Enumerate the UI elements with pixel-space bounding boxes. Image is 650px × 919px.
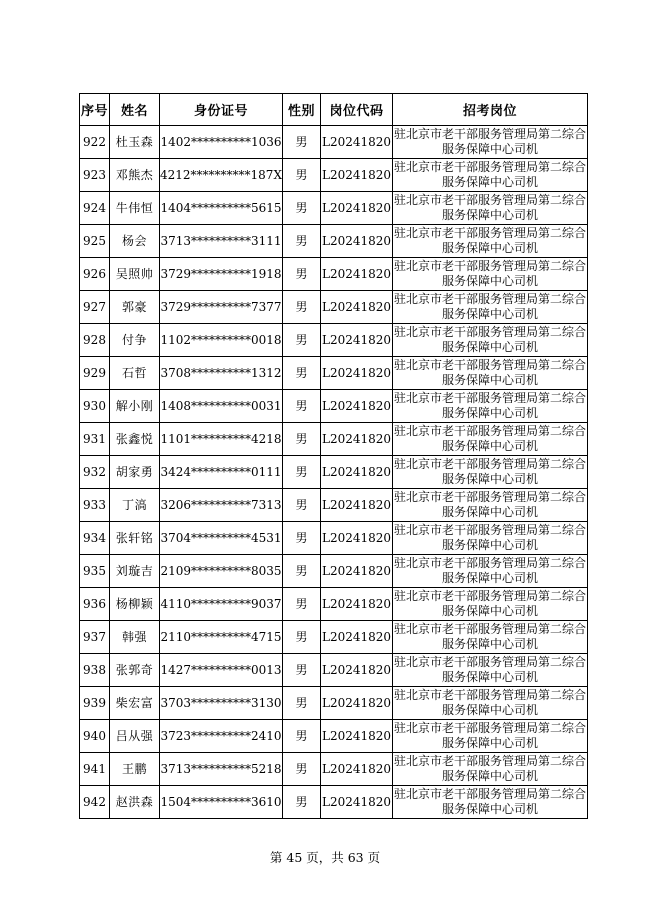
cell-index: 938 [80, 654, 110, 687]
table-row [80, 786, 588, 819]
cell-id-number: 1101**********4218 [160, 423, 283, 456]
header-name: 姓名 [110, 94, 160, 126]
cell-gender: 男 [283, 753, 321, 786]
cell-name: 郭豪 [110, 291, 160, 324]
cell-index: 928 [80, 324, 110, 357]
cell-name: 张郭奇 [110, 654, 160, 687]
table-row [80, 390, 588, 423]
cell-gender: 男 [283, 687, 321, 720]
cell-name: 张轩铭 [110, 522, 160, 555]
cell-id-number: 3729**********1918 [160, 258, 283, 291]
cell-post: 驻北京市老干部服务管理局第二综合服务保障中心司机 [393, 192, 588, 225]
cell-post: 驻北京市老干部服务管理局第二综合服务保障中心司机 [393, 390, 588, 423]
cell-index: 929 [80, 357, 110, 390]
cell-name: 杨柳颖 [110, 588, 160, 621]
cell-index: 930 [80, 390, 110, 423]
page-number: 第 45 页，共 63 页 [269, 850, 381, 865]
cell-index: 927 [80, 291, 110, 324]
cell-post: 驻北京市老干部服务管理局第二综合服务保障中心司机 [393, 324, 588, 357]
cell-post: 驻北京市老干部服务管理局第二综合服务保障中心司机 [393, 489, 588, 522]
table-row [80, 291, 588, 324]
table-row [80, 753, 588, 786]
header-post-code: 岗位代码 [321, 94, 393, 126]
header-index: 序号 [80, 94, 110, 126]
cell-name: 付争 [110, 324, 160, 357]
cell-name: 石哲 [110, 357, 160, 390]
cell-name: 刘璇吉 [110, 555, 160, 588]
table-row [80, 258, 588, 291]
table-row [80, 555, 588, 588]
cell-post-code: L20241820 [321, 522, 393, 555]
cell-index: 931 [80, 423, 110, 456]
cell-gender: 男 [283, 786, 321, 819]
cell-post-code: L20241820 [321, 489, 393, 522]
roster-sheet [79, 93, 587, 819]
cell-post: 驻北京市老干部服务管理局第二综合服务保障中心司机 [393, 258, 588, 291]
cell-post: 驻北京市老干部服务管理局第二综合服务保障中心司机 [393, 621, 588, 654]
cell-name: 吴照帅 [110, 258, 160, 291]
cell-id-number: 3703**********3130 [160, 687, 283, 720]
cell-id-number: 3704**********4531 [160, 522, 283, 555]
cell-post-code: L20241820 [321, 126, 393, 159]
cell-gender: 男 [283, 258, 321, 291]
candidate-table [79, 93, 588, 819]
cell-index: 924 [80, 192, 110, 225]
cell-id-number: 3424**********0111 [160, 456, 283, 489]
cell-post-code: L20241820 [321, 456, 393, 489]
cell-id-number: 1408**********0031 [160, 390, 283, 423]
table-row [80, 687, 588, 720]
cell-gender: 男 [283, 621, 321, 654]
cell-post-code: L20241820 [321, 258, 393, 291]
cell-post-code: L20241820 [321, 588, 393, 621]
cell-post: 驻北京市老干部服务管理局第二综合服务保障中心司机 [393, 456, 588, 489]
cell-name: 张鑫悦 [110, 423, 160, 456]
cell-index: 939 [80, 687, 110, 720]
cell-index: 933 [80, 489, 110, 522]
cell-post: 驻北京市老干部服务管理局第二综合服务保障中心司机 [393, 357, 588, 390]
table-row [80, 324, 588, 357]
table-row [80, 126, 588, 159]
table-row [80, 588, 588, 621]
cell-index: 935 [80, 555, 110, 588]
cell-id-number: 3708**********1312 [160, 357, 283, 390]
cell-index: 937 [80, 621, 110, 654]
cell-index: 940 [80, 720, 110, 753]
table-row [80, 654, 588, 687]
cell-gender: 男 [283, 225, 321, 258]
table-row [80, 456, 588, 489]
cell-post: 驻北京市老干部服务管理局第二综合服务保障中心司机 [393, 291, 588, 324]
cell-gender: 男 [283, 654, 321, 687]
cell-gender: 男 [283, 555, 321, 588]
table-row [80, 522, 588, 555]
cell-post-code: L20241820 [321, 159, 393, 192]
cell-post-code: L20241820 [321, 324, 393, 357]
cell-gender: 男 [283, 357, 321, 390]
cell-name: 王鹏 [110, 753, 160, 786]
cell-id-number: 3713**********3111 [160, 225, 283, 258]
cell-name: 赵洪森 [110, 786, 160, 819]
cell-id-number: 4110**********9037 [160, 588, 283, 621]
cell-post: 驻北京市老干部服务管理局第二综合服务保障中心司机 [393, 753, 588, 786]
cell-id-number: 1402**********1036 [160, 126, 283, 159]
cell-post: 驻北京市老干部服务管理局第二综合服务保障中心司机 [393, 159, 588, 192]
cell-gender: 男 [283, 159, 321, 192]
cell-name: 牛伟恒 [110, 192, 160, 225]
cell-post-code: L20241820 [321, 720, 393, 753]
cell-post: 驻北京市老干部服务管理局第二综合服务保障中心司机 [393, 654, 588, 687]
cell-name: 柴宏富 [110, 687, 160, 720]
header-gender: 性别 [283, 94, 321, 126]
table-row [80, 720, 588, 753]
cell-post: 驻北京市老干部服务管理局第二综合服务保障中心司机 [393, 786, 588, 819]
cell-post-code: L20241820 [321, 555, 393, 588]
cell-gender: 男 [283, 456, 321, 489]
cell-id-number: 1102**********0018 [160, 324, 283, 357]
cell-post: 驻北京市老干部服务管理局第二综合服务保障中心司机 [393, 225, 588, 258]
cell-id-number: 3713**********5218 [160, 753, 283, 786]
cell-id-number: 1504**********3610 [160, 786, 283, 819]
cell-post: 驻北京市老干部服务管理局第二综合服务保障中心司机 [393, 555, 588, 588]
cell-post-code: L20241820 [321, 423, 393, 456]
cell-post-code: L20241820 [321, 357, 393, 390]
cell-gender: 男 [283, 588, 321, 621]
cell-gender: 男 [283, 192, 321, 225]
cell-post: 驻北京市老干部服务管理局第二综合服务保障中心司机 [393, 423, 588, 456]
cell-post-code: L20241820 [321, 621, 393, 654]
cell-id-number: 3723**********2410 [160, 720, 283, 753]
cell-name: 解小刚 [110, 390, 160, 423]
cell-post: 驻北京市老干部服务管理局第二综合服务保障中心司机 [393, 588, 588, 621]
cell-post-code: L20241820 [321, 753, 393, 786]
cell-name: 杜玉森 [110, 126, 160, 159]
cell-id-number: 4212**********187X [160, 159, 283, 192]
cell-index: 941 [80, 753, 110, 786]
table-body [80, 126, 588, 819]
cell-id-number: 2110**********4715 [160, 621, 283, 654]
cell-index: 936 [80, 588, 110, 621]
cell-name: 邓熊杰 [110, 159, 160, 192]
cell-post-code: L20241820 [321, 786, 393, 819]
cell-index: 932 [80, 456, 110, 489]
cell-name: 丁滈 [110, 489, 160, 522]
cell-post-code: L20241820 [321, 192, 393, 225]
cell-post-code: L20241820 [321, 687, 393, 720]
cell-post: 驻北京市老干部服务管理局第二综合服务保障中心司机 [393, 720, 588, 753]
cell-id-number: 2109**********8035 [160, 555, 283, 588]
cell-index: 942 [80, 786, 110, 819]
cell-index: 926 [80, 258, 110, 291]
table-header-row [80, 94, 588, 126]
cell-post-code: L20241820 [321, 291, 393, 324]
cell-gender: 男 [283, 390, 321, 423]
cell-gender: 男 [283, 489, 321, 522]
table-row [80, 621, 588, 654]
header-id-number: 身份证号 [160, 94, 283, 126]
cell-post: 驻北京市老干部服务管理局第二综合服务保障中心司机 [393, 522, 588, 555]
cell-name: 吕从强 [110, 720, 160, 753]
cell-id-number: 3206**********7313 [160, 489, 283, 522]
cell-gender: 男 [283, 126, 321, 159]
cell-post-code: L20241820 [321, 390, 393, 423]
cell-post-code: L20241820 [321, 654, 393, 687]
table-row [80, 489, 588, 522]
cell-post: 驻北京市老干部服务管理局第二综合服务保障中心司机 [393, 126, 588, 159]
cell-post: 驻北京市老干部服务管理局第二综合服务保障中心司机 [393, 687, 588, 720]
table-row [80, 423, 588, 456]
table-row [80, 159, 588, 192]
header-post: 招考岗位 [393, 94, 588, 126]
cell-index: 925 [80, 225, 110, 258]
cell-gender: 男 [283, 720, 321, 753]
cell-gender: 男 [283, 423, 321, 456]
cell-gender: 男 [283, 522, 321, 555]
cell-index: 923 [80, 159, 110, 192]
cell-index: 922 [80, 126, 110, 159]
cell-id-number: 1404**********5615 [160, 192, 283, 225]
cell-gender: 男 [283, 324, 321, 357]
cell-name: 杨会 [110, 225, 160, 258]
cell-id-number: 3729**********7377 [160, 291, 283, 324]
cell-index: 934 [80, 522, 110, 555]
table-row [80, 192, 588, 225]
table-row [80, 225, 588, 258]
cell-post-code: L20241820 [321, 225, 393, 258]
cell-name: 胡家勇 [110, 456, 160, 489]
cell-name: 韩强 [110, 621, 160, 654]
cell-gender: 男 [283, 291, 321, 324]
table-row [80, 357, 588, 390]
cell-id-number: 1427**********0013 [160, 654, 283, 687]
